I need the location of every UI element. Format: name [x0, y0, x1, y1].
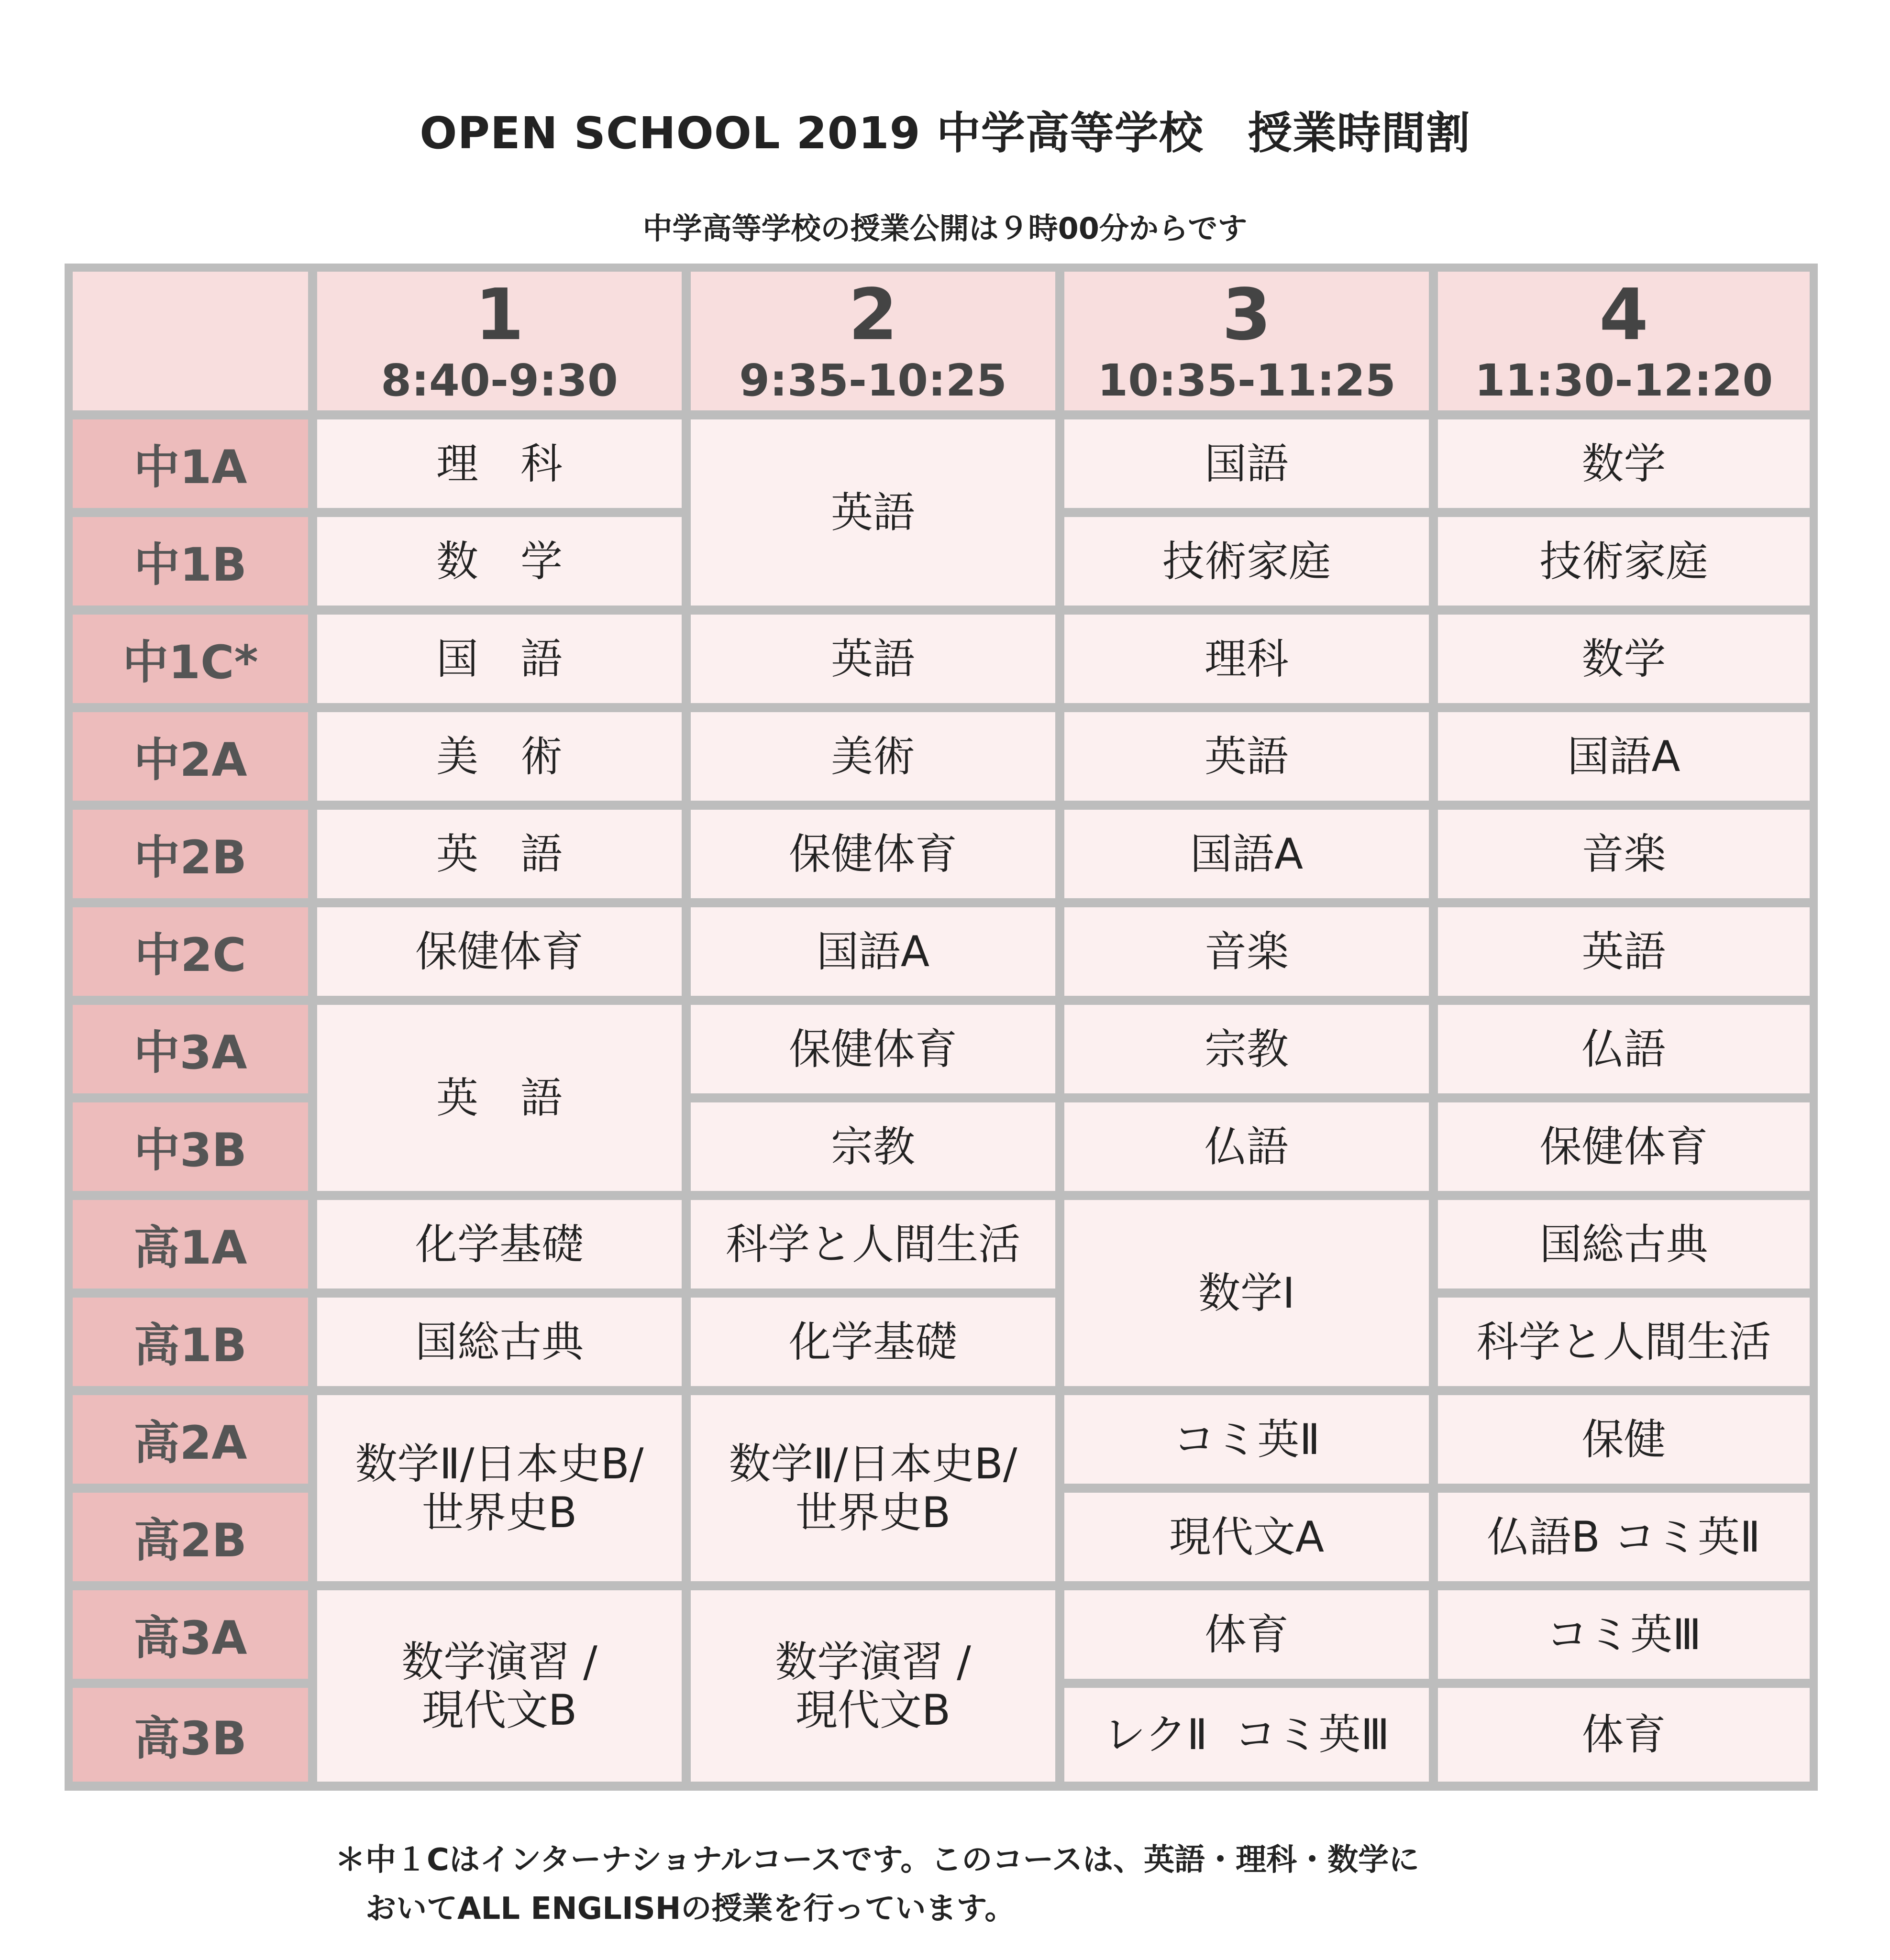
- period-header-4: [1438, 272, 1810, 410]
- lesson-cell: 数学Ⅱ/日本史B/ 世界史B: [691, 1395, 1055, 1581]
- lesson-cell: コミ英Ⅱ: [1064, 1395, 1429, 1484]
- lesson-cell: 保健体育: [691, 1005, 1055, 1093]
- lesson-cell: 英語: [691, 615, 1055, 703]
- class-label-2a: 中2A: [73, 712, 308, 801]
- footnote-line: おいてALL ENGLISHの授業を行っています。: [335, 1891, 1016, 1927]
- lesson-cell: 保健体育: [317, 907, 682, 996]
- lesson-cell: 国 語: [317, 615, 682, 703]
- lesson-cell: 化学基礎: [691, 1298, 1055, 1386]
- lesson-cell: 英 語: [317, 1005, 682, 1191]
- class-label-h2b: 高2B: [73, 1493, 308, 1581]
- lesson-cell: 英 語: [317, 810, 682, 898]
- lesson-cell: 音楽: [1438, 810, 1810, 898]
- class-label-h3a: 高3A: [73, 1590, 308, 1679]
- lesson-cell: 国語: [1064, 419, 1429, 508]
- timetable: [65, 264, 1818, 1791]
- page-subtitle: 中学高等学校の授業公開は９時00分からです: [642, 211, 1248, 246]
- lesson-cell: 英語: [1064, 712, 1429, 801]
- class-label-1c: 中1C*: [73, 615, 308, 703]
- lesson-cell: 体育: [1438, 1688, 1810, 1782]
- lesson-cell: 仏語: [1438, 1005, 1810, 1093]
- page-title: OPEN SCHOOL 2019 中学高等学校 授業時間割: [420, 108, 1470, 159]
- footnote-line: ＊中１Cはインターナショナルコースです。このコースは、英語・理科・数学に: [335, 1842, 1420, 1878]
- class-label-h2a: 高2A: [73, 1395, 308, 1484]
- period-time: 9:35-10:25: [739, 355, 1007, 406]
- lesson-cell: 理科: [1064, 615, 1429, 703]
- period-time: 10:35-11:25: [1097, 355, 1396, 406]
- period-header-3: [1064, 272, 1429, 410]
- class-label-2c: 中2C: [73, 907, 308, 996]
- lesson-cell: 仏語B コミ英Ⅱ: [1438, 1493, 1810, 1581]
- lesson-cell: レクⅡ コミ英Ⅲ: [1064, 1688, 1429, 1782]
- lesson-cell: 宗教: [691, 1102, 1055, 1191]
- lesson-cell: 数学: [1438, 419, 1810, 508]
- lesson-cell: 技術家庭: [1438, 517, 1810, 606]
- period-number: 3: [1222, 274, 1271, 356]
- period-time: 11:30-12:20: [1474, 355, 1773, 406]
- lesson-cell: 保健体育: [691, 810, 1055, 898]
- lesson-cell: 科学と人間生活: [1438, 1298, 1810, 1386]
- lesson-cell: 国語A: [1064, 810, 1429, 898]
- lesson-cell: 国語A: [691, 907, 1055, 996]
- lesson-cell: 現代文A: [1064, 1493, 1429, 1581]
- period-time: 8:40-9:30: [381, 355, 618, 406]
- lesson-cell: 保健: [1438, 1395, 1810, 1484]
- lesson-cell: 数学演習 / 現代文B: [691, 1590, 1055, 1782]
- corner-cell: [73, 272, 308, 410]
- lesson-cell: 体育: [1064, 1590, 1429, 1679]
- period-header-2: [691, 272, 1055, 410]
- period-number: 4: [1599, 274, 1648, 356]
- class-label-h1a: 高1A: [73, 1200, 308, 1288]
- lesson-cell: 技術家庭: [1064, 517, 1429, 606]
- lesson-cell: 数 学: [317, 517, 682, 606]
- lesson-cell: 数学演習 / 現代文B: [317, 1590, 682, 1782]
- lesson-cell: 国総古典: [1438, 1200, 1810, 1288]
- class-label-h3b: 高3B: [73, 1688, 308, 1782]
- lesson-cell: 数学Ⅱ/日本史B/ 世界史B: [317, 1395, 682, 1581]
- lesson-cell: 美 術: [317, 712, 682, 801]
- lesson-cell: 科学と人間生活: [691, 1200, 1055, 1288]
- lesson-cell: 保健体育: [1438, 1102, 1810, 1191]
- lesson-cell: 化学基礎: [317, 1200, 682, 1288]
- footnote: [335, 1836, 1419, 1934]
- class-label-h1b: 高1B: [73, 1298, 308, 1386]
- lesson-cell: 英語: [1438, 907, 1810, 996]
- class-label-1a: 中1A: [73, 419, 308, 508]
- period-number: 2: [848, 274, 898, 356]
- lesson-cell: 仏語: [1064, 1102, 1429, 1191]
- lesson-cell: 宗教: [1064, 1005, 1429, 1093]
- lesson-cell: 理 科: [317, 419, 682, 508]
- class-label-3b: 中3B: [73, 1102, 308, 1191]
- period-header-1: [317, 272, 682, 410]
- lesson-cell: 美術: [691, 712, 1055, 801]
- lesson-cell: 国語A: [1438, 712, 1810, 801]
- lesson-cell: 数学: [1438, 615, 1810, 703]
- lesson-cell: 数学Ⅰ: [1064, 1200, 1429, 1386]
- lesson-cell: 国総古典: [317, 1298, 682, 1386]
- class-label-1b: 中1B: [73, 517, 308, 606]
- lesson-cell: 英語: [691, 419, 1055, 606]
- class-label-3a: 中3A: [73, 1005, 308, 1093]
- lesson-cell: 音楽: [1064, 907, 1429, 996]
- lesson-cell: コミ英Ⅲ: [1438, 1590, 1810, 1679]
- class-label-2b: 中2B: [73, 810, 308, 898]
- period-number: 1: [475, 274, 524, 356]
